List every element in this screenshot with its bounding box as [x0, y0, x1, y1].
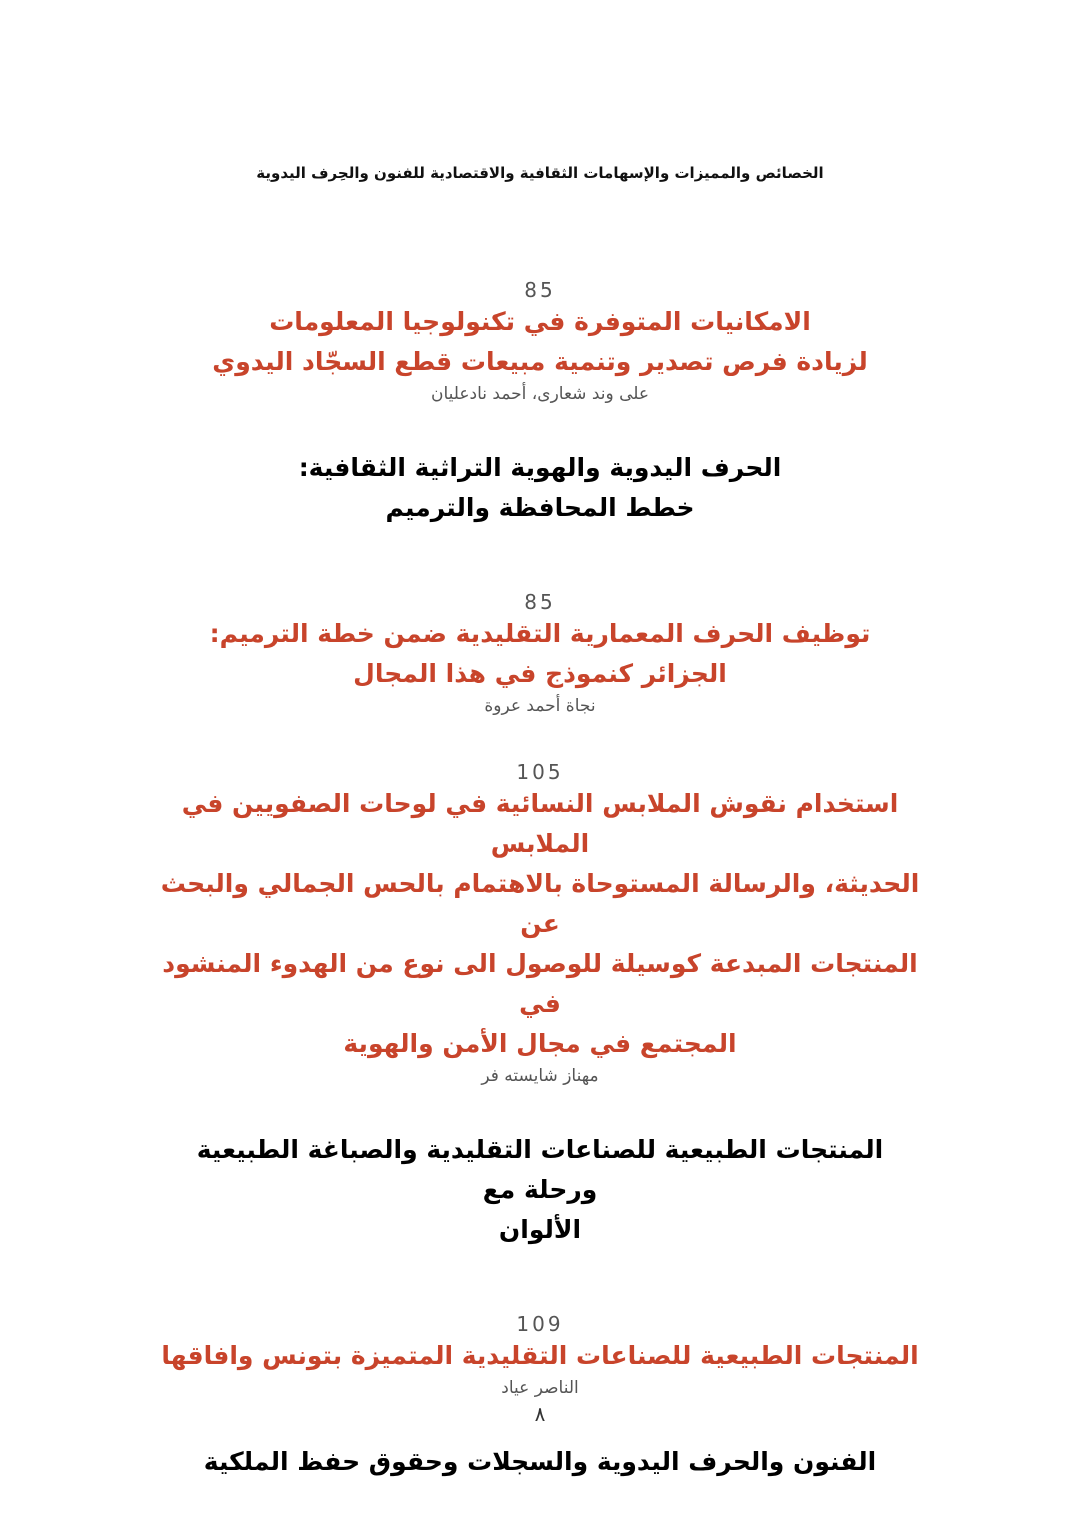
article-title-line: لزيادة فرص تصدير وتنمية مبيعات قطع السجّاد اليدوي [212, 347, 868, 376]
spacer [160, 718, 920, 760]
spacer [160, 406, 920, 448]
toc-section [160, 448, 920, 528]
toc-article [160, 278, 920, 406]
article-page-number: 109 [516, 1312, 564, 1336]
section-heading-line: الألوان [498, 1215, 582, 1244]
article-title-line: المنتجات المبدعة كوسيلة للوصول الى نوع من الهدوء المنشود في [162, 949, 918, 1018]
running-header: الخصائص والمميزات والإسهامات الثقافية والاقتصادية للفنون والحِرف اليدوية [256, 164, 824, 182]
article-title-line: الجزائر كنموذج في هذا المجال [353, 659, 727, 688]
toc-article [160, 1312, 920, 1400]
article-title-line: المنتجات الطبيعية للصناعات التقليدية المتميزة بتونس وافاقها [161, 1341, 919, 1370]
toc-section [160, 1442, 920, 1482]
article-page-number: 85 [524, 278, 556, 302]
article-author: الناصر عياد [501, 1378, 579, 1398]
page-number: ٨ [534, 1402, 546, 1426]
section-heading-line: خطط المحافظة والترميم [385, 493, 695, 522]
toc-section [160, 1130, 920, 1250]
table-of-contents [160, 278, 920, 1482]
article-title-line: استخدام نقوش الملابس النسائية في لوحات الصفويين في الملابس [181, 789, 899, 858]
spacer [160, 528, 920, 590]
section-heading-line: الفنون والحرف اليدوية والسجلات وحقوق حفظ الملكية [203, 1447, 877, 1476]
article-author: نجاة أحمد عروة [484, 696, 596, 716]
article-title-line: الحديثة، والرسالة المستوحاة بالاهتمام بالحس الجمالي والبحث عن [160, 869, 920, 938]
article-author: على وند شعارى، أحمد نادعليان [430, 384, 650, 404]
article-page-number: 85 [524, 590, 556, 614]
article-title-line: الامكانيات المتوفرة في تكنولوجيا المعلومات [269, 307, 811, 336]
article-author: مهناز شايسته فر [481, 1066, 599, 1086]
article-title-line: المجتمع في مجال الأمن والهوية [343, 1029, 737, 1058]
spacer [160, 1088, 920, 1130]
spacer [160, 1250, 920, 1312]
toc-article [160, 760, 920, 1088]
article-page-number: 105 [516, 760, 564, 784]
toc-article [160, 590, 920, 718]
article-title-line: توظيف الحرف المعمارية التقليدية ضمن خطة الترميم: [209, 619, 871, 648]
section-heading-line: الحرف اليدوية والهوية التراثية الثقافية: [298, 453, 782, 482]
section-heading-line: المنتجات الطبيعية للصناعات التقليدية والصباغة الطبيعية ورحلة مع [196, 1135, 884, 1204]
